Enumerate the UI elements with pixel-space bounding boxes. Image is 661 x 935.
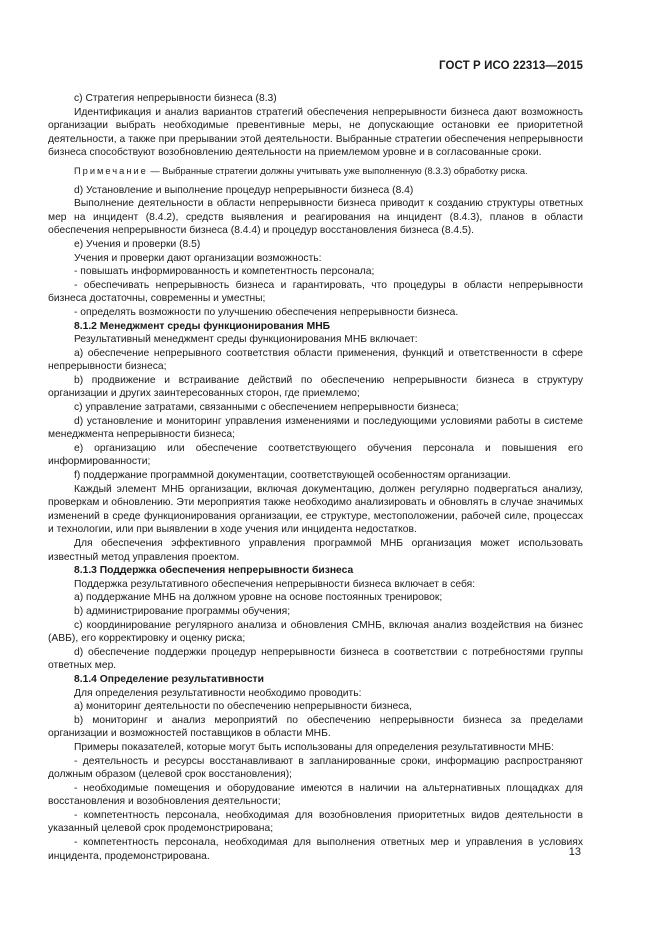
document-code: ГОСТ Р ИСО 22313—2015 xyxy=(438,60,583,72)
list-item: d) Установление и выполнение процедур непрерывности бизнеса (8.4) xyxy=(74,184,414,196)
list-item: e) организацию или обеспечение соответствующего обучения персонала и повышения его информированности; xyxy=(48,442,583,468)
note-text: — Выбранные стратегии должны учитывать уже выполненную (8.3.3) обработку риска. xyxy=(150,165,528,176)
list-item: - компетентность персонала, необходимая для возобновления приоритетных видов деятельности в указанный целевой срок продемонстрирована; xyxy=(48,809,583,835)
paragraph: Каждый элемент МНБ организации, включая документацию, должен регулярно подвергаться анализу, проверкам и обновлению. Эти мероприятия также необходимо анализировать и обновлять в случае значимых изменений в среде функционирования организации, ее структуре, местоположении, рабочей силе, процессах и технологии, или при выявлении в ходе учения или инцидента недостатков. xyxy=(48,483,583,536)
list-item: c) координирование регулярного анализа и обновления СМНБ, включая анализ воздействия на бизнес (АВБ), его корректировку и оценку риска; xyxy=(48,619,583,645)
list-item: c) Стратегия непрерывности бизнеса (8.3) xyxy=(74,93,277,104)
paragraph: Результативный менеджмент среды функционирования МНБ включает: xyxy=(74,334,418,346)
paragraph: Поддержка результативного обеспечения непрерывности бизнеса включает в себя: xyxy=(74,578,476,590)
note-label: Примечание xyxy=(74,165,148,176)
section-heading: 8.1.4 Определение результативности xyxy=(74,673,264,685)
list-item: - деятельность и ресурсы восстанавливают в запланированные сроки, информацию распространяют должным образом (целевой срок восстановления); xyxy=(48,755,583,781)
list-item: f) поддержание программной документации, соответствующей особенностям организации. xyxy=(74,470,511,482)
page-number: 13 xyxy=(568,846,581,858)
paragraph: Учения и проверки дают организации возможность: xyxy=(74,252,322,264)
paragraph: Для обеспечения эффективного управления программой МНБ организация может использовать известный метод управления проектом. xyxy=(48,538,583,563)
paragraph: Выполнение деятельности в области непрерывности бизнеса приводит к созданию структуры ответных мер на инцидент (8.4.2), средств выявления и реагирования на инцидент (8.4.3), планов в области обеспечения непрерывности бизнеса (8.4.4) и процедур восстановления бизнеса (8.4.5). xyxy=(48,198,583,237)
note xyxy=(48,165,583,179)
section-heading: 8.1.3 Поддержка обеспечения непрерывности бизнеса xyxy=(74,565,354,577)
list-item: - определять возможности по улучшению обеспечения непрерывности бизнеса. xyxy=(74,306,459,318)
list-item: a) мониторинг деятельности по обеспечению непрерывности бизнеса, xyxy=(74,701,412,713)
list-item: b) продвижение и встраивание действий по обеспечению непрерывности бизнеса в структуру организации и других заинтересованных сторон, где приемлемо; xyxy=(48,374,583,400)
list-item: - компетентность персонала, необходимая для выполнения ответных мер и управления в условиях инцидента, продемонстрирована. xyxy=(48,837,583,862)
list-item: - обеспечивать непрерывность бизнеса и гарантировать, что процедуры в области непрерывности бизнеса достаточны, современны и уместны; xyxy=(48,279,583,305)
section-heading: 8.1.2 Менеджмент среды функционирования МНБ xyxy=(74,320,331,332)
list-item: d) обеспечение поддержки процедур непрерывности бизнеса в соответствии с потребностями группы ответных мер. xyxy=(48,646,583,672)
paragraph: Примеры показателей, которые могут быть использованы для определения результативности МНБ: xyxy=(74,741,555,753)
list-item: a) обеспечение непрерывного соответствия области применения, функций и ответственности в сфере непрерывности бизнеса; xyxy=(48,347,583,373)
list-item: a) поддержание МНБ на должном уровне на основе постоянных тренировок; xyxy=(74,592,443,604)
paragraph: Для определения результативности необходимо проводить: xyxy=(74,687,362,699)
list-item: d) установление и мониторинг управления изменениями и последующими условиями работы в системе менеджмента непрерывности бизнеса; xyxy=(48,415,583,441)
list-item: - повышать информированность и компетентность персонала; xyxy=(74,266,375,278)
document-body xyxy=(48,92,583,863)
paragraph: Идентификация и анализ вариантов стратегий обеспечения непрерывности бизнеса дают возможность организации выбрать необходимые превентивные меры, не допускающие остановки ее приоритетной деятельности, а также при прерывании этой деятельности. Выбранные стратегии обеспечения непрерывности бизнеса способствуют возобновлению деятельности на приемлемом уровне и в согласованные сроки. xyxy=(48,106,583,159)
list-item: е) Учения и проверки (8.5) xyxy=(74,238,201,250)
list-item: b) мониторинг и анализ мероприятий по обеспечению непрерывности бизнеса за пределами организации и возможностей поставщиков в области МНБ. xyxy=(48,714,583,740)
list-item: - необходимые помещения и оборудование имеются в наличии на альтернативных площадках для восстановления и возобновления деятельности; xyxy=(48,782,583,808)
list-item: c) управление затратами, связанными с обеспечением непрерывности бизнеса; xyxy=(74,402,459,414)
list-item: b) администрирование программы обучения; xyxy=(74,605,291,617)
